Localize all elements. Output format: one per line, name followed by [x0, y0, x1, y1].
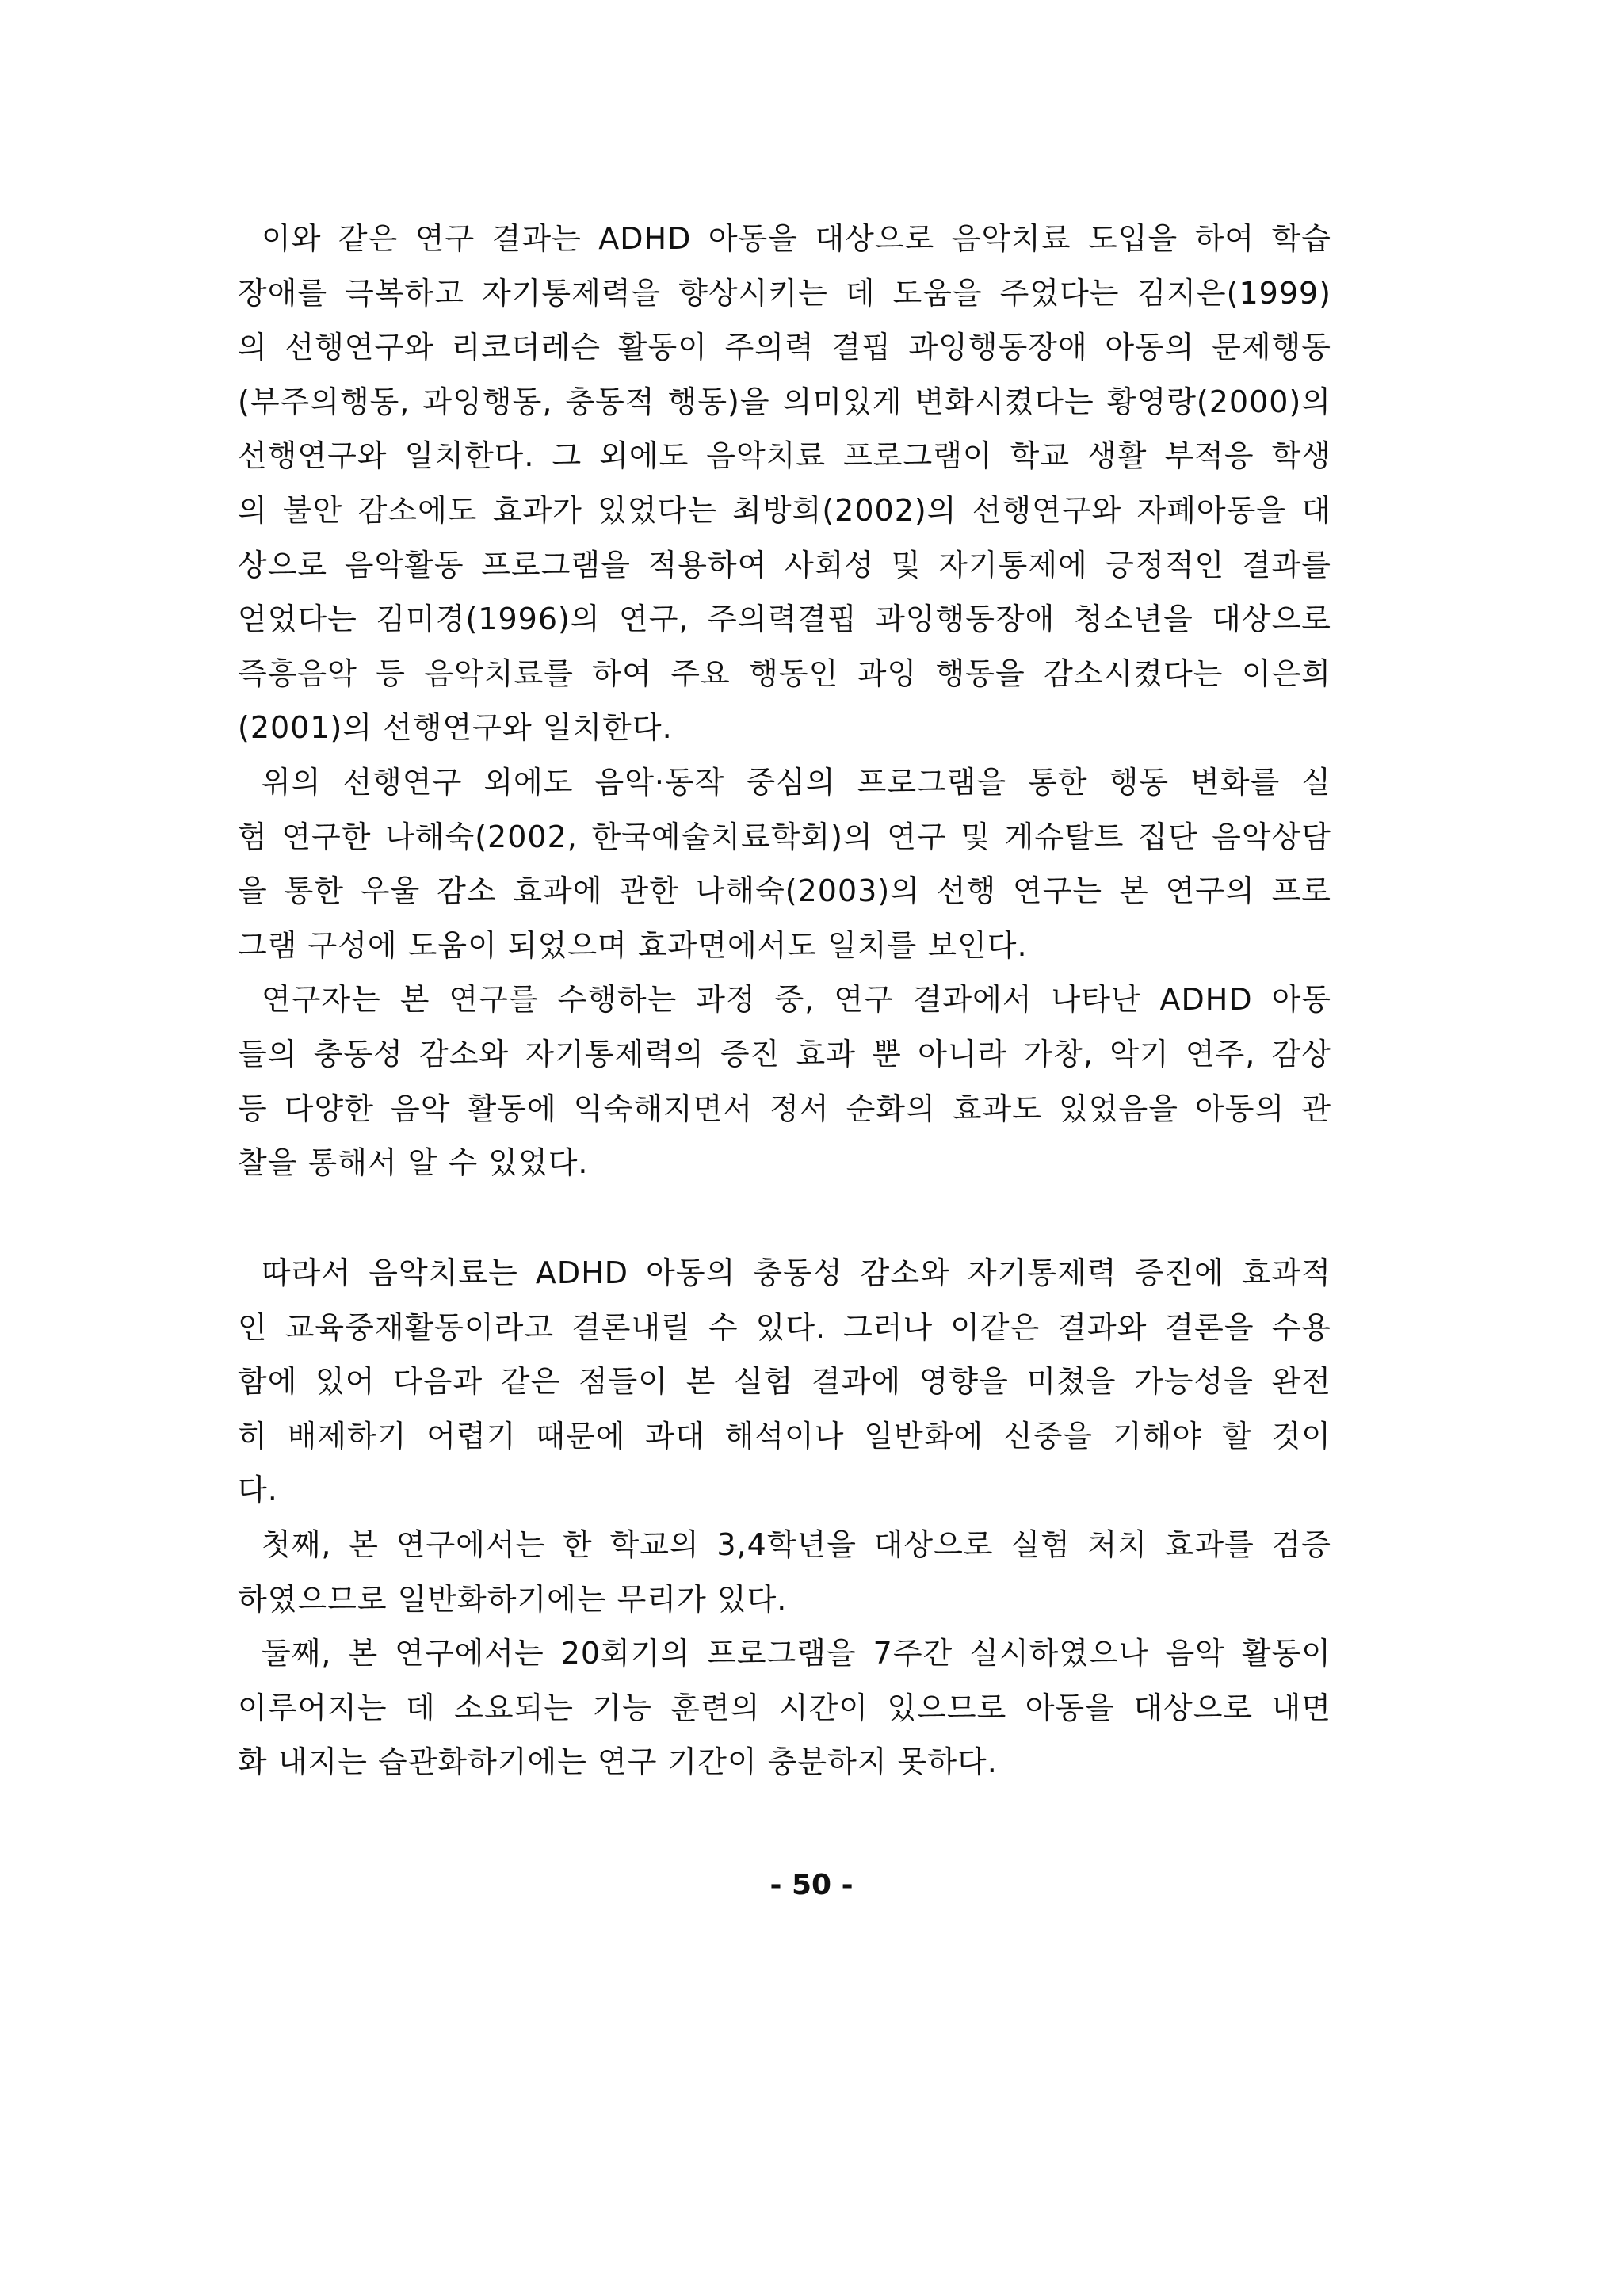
text-line: 의 불안 감소에도 효과가 있었다는 최방희(2002)의 선행연구와 자폐아동을 대 [238, 492, 1331, 528]
text-line: 화 내지는 습관화하기에는 연구 기간이 충분하지 못하다. [238, 1744, 998, 1780]
text-line: 둘째, 본 연구에서는 20회기의 프로그램을 7주간 실시하였으나 음악 활동이 [262, 1636, 1331, 1671]
text-line: 인 교육중재활동이라고 결론내릴 수 있다. 그러나 이같은 결과와 결론을 수용 [238, 1309, 1331, 1345]
text-line: 히 배제하기 어렵기 때문에 과대 해석이나 일반화에 신중을 기해야 할 것이 [238, 1418, 1331, 1454]
text-line: 즉흥음악 등 음악치료를 하여 주요 행동인 과잉 행동을 감소시켰다는 이은희 [238, 655, 1331, 691]
text-line: 하였으므로 일반화하기에는 무리가 있다. [238, 1581, 788, 1617]
text-block-upper [238, 212, 1331, 1190]
text-line: 의 선행연구와 리코더레슨 활동이 주의력 결핍 과잉행동장애 아동의 문제행동 [238, 330, 1331, 365]
text-line: 따라서 음악치료는 ADHD 아동의 충동성 감소와 자기통제력 증진에 효과적 [262, 1255, 1331, 1290]
text-line: 첫째, 본 연구에서는 한 학교의 3,4학년을 대상으로 실험 처치 효과를 검증 [262, 1526, 1331, 1562]
text-line: 다. [238, 1473, 278, 1508]
text-line: 찰을 통해서 알 수 있었다. [238, 1145, 589, 1181]
text-line: 이루어지는 데 소요되는 기능 훈련의 시간이 있으므로 아동을 대상으로 내면 [238, 1690, 1331, 1725]
text-block-lower [238, 1246, 1331, 1790]
text-line: 함에 있어 다음과 같은 점들이 본 실험 결과에 영향을 미쳤을 가능성을 완전 [238, 1364, 1331, 1400]
text-line: 위의 선행연구 외에도 음악·동작 중심의 프로그램을 통한 행동 변화를 실 [262, 764, 1331, 800]
text-line: 이와 같은 연구 결과는 ADHD 아동을 대상으로 음악치료 도입을 하여 학습 [262, 221, 1331, 256]
text-line: 얻었다는 김미경(1996)의 연구, 주의력결핍 과잉행동장애 청소년을 대상으로 [238, 602, 1331, 637]
text-line: 험 연구한 나해숙(2002, 한국예술치료학회)의 연구 및 게슈탈트 집단 음악상담 [238, 819, 1331, 854]
text-line: 선행연구와 일치한다. 그 외에도 음악치료 프로그램이 학교 생활 부적응 학생 [238, 438, 1331, 474]
page-number: - 50 - [769, 1869, 854, 1901]
text-line: (부주의행동, 과잉행동, 충동적 행동)을 의미있게 변화시켰다는 황영랑(2000)의 [238, 384, 1331, 419]
text-line: 을 통한 우울 감소 효과에 관한 나해숙(2003)의 선행 연구는 본 연구의 프로 [238, 873, 1331, 909]
text-line: 장애를 극복하고 자기통제력을 향상시키는 데 도움을 주었다는 김지은(1999) [238, 275, 1331, 311]
text-line: 그램 구성에 도움이 되었으며 효과면에서도 일치를 보인다. [238, 927, 1028, 963]
text-line: (2001)의 선행연구와 일치한다. [238, 710, 673, 746]
text-line: 연구자는 본 연구를 수행하는 과정 중, 연구 결과에서 나타난 ADHD 아동 [262, 982, 1331, 1018]
text-line: 등 다양한 음악 활동에 익숙해지면서 정서 순화의 효과도 있었음을 아동의 관 [238, 1091, 1331, 1126]
text-line: 상으로 음악활동 프로그램을 적용하여 사회성 및 자기통제에 긍정적인 결과를 [238, 547, 1331, 583]
text-line: 들의 충동성 감소와 자기통제력의 증진 효과 뿐 아니라 가창, 악기 연주, 감상 [238, 1036, 1331, 1072]
